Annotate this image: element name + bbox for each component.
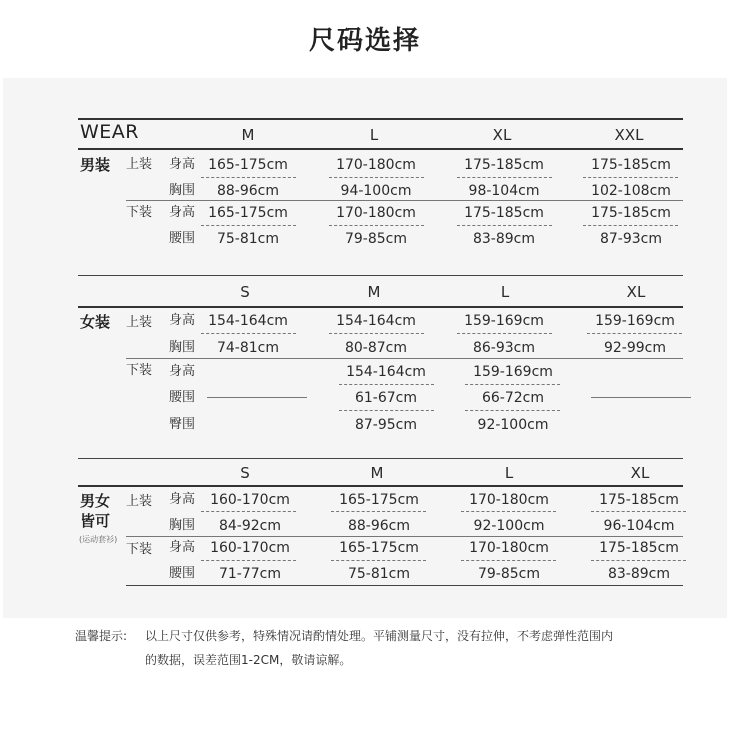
women-row-label: 腰围 [169,390,196,405]
women-row-label: 身高 [169,364,196,379]
women-cell: 154-164cm [346,364,426,380]
men-size-header: XL [492,126,512,144]
unisex-size-header: M [370,464,384,482]
unisex-row-label: 胸围 [169,518,196,533]
note-text [145,624,685,672]
women-cell: 74-81cm [216,340,279,356]
row-divider [461,511,556,512]
row-divider [339,384,434,385]
wear-header: WEAR [80,121,139,143]
unisex-category-note: (运动套衫) [79,535,118,544]
men-cell: 175-185cm [464,205,544,221]
unisex-cell: 84-92cm [218,518,281,534]
unisex-cell: 175-185cm [599,492,679,508]
men-cell: 165-175cm [208,157,288,173]
women-size-header: M [367,283,381,301]
men-cell: 102-108cm [591,183,671,199]
women-cell: 159-169cm [473,364,553,380]
row-divider [457,333,552,334]
women-cell: 154-164cm [208,313,288,329]
row-divider [461,560,556,561]
women-cell: 154-164cm [336,313,416,329]
row-divider [591,511,686,512]
women-row-label: 臀围 [169,417,196,432]
unisex-cell: 92-100cm [473,518,545,534]
women-cell: 87-95cm [354,417,417,433]
unisex-size-header: L [504,464,514,482]
women-top-label: 上装 [126,315,153,330]
men-cell: 94-100cm [340,183,412,199]
men-mid-rule [126,200,683,201]
not-applicable-line [591,397,691,398]
men-cell: 87-93cm [599,231,662,247]
men-row-label: 身高 [169,205,196,220]
men-cell: 98-104cm [468,183,540,199]
row-divider [329,177,424,178]
unisex-size-header: S [240,464,250,482]
note-label: 温馨提示: [75,629,128,643]
women-bottom-label: 下装 [126,363,153,378]
unisex-top-label: 上装 [126,494,153,509]
unisex-cell: 165-175cm [339,492,419,508]
unisex-cell: 83-89cm [607,566,670,582]
row-divider [465,384,560,385]
row-divider [339,410,434,411]
women-category: 女装 [80,313,111,331]
row-divider [465,410,560,411]
page-title: 尺码选择 [308,26,421,56]
unisex-cell: 79-85cm [477,566,540,582]
unisex-bottom-label: 下装 [126,542,153,557]
unisex-cell: 75-81cm [347,566,410,582]
men-cell: 83-89cm [472,231,535,247]
women-cell: 159-169cm [464,313,544,329]
men-size-header: L [369,126,379,144]
row-divider [201,225,296,226]
row-divider [329,333,424,334]
row-divider [587,333,682,334]
women-cell: 80-87cm [344,340,407,356]
men-cell: 75-81cm [216,231,279,247]
unisex-cell: 71-77cm [218,566,281,582]
men-cell: 170-180cm [336,205,416,221]
women-cell: 92-100cm [477,417,549,433]
unisex-row-label: 身高 [169,540,196,555]
row-divider [331,560,426,561]
note-line: 以上尺寸仅供参考，特殊情况请酌情处理。平铺测量尺寸，没有拉伸，不考虑弹性范围内 [145,629,614,643]
row-divider [201,560,296,561]
unisex-category-line1: 男女 [80,492,111,510]
unisex-bottom-rule [126,585,683,586]
men-row-label: 胸围 [169,183,196,198]
row-divider [331,511,426,512]
men-cell: 175-185cm [464,157,544,173]
row-divider [583,225,678,226]
unisex-cell: 170-180cm [469,540,549,556]
women-cell: 66-72cm [481,390,544,406]
women-size-header: S [240,283,250,301]
unisex-cell: 175-185cm [599,540,679,556]
men-cell: 175-185cm [591,205,671,221]
row-divider [201,333,296,334]
men-cell: 88-96cm [216,183,279,199]
men-top-label: 上装 [126,157,153,172]
women-row-label: 身高 [169,313,196,328]
unisex-cell: 160-170cm [210,540,290,556]
men-size-header: M [241,126,255,144]
unisex-cell: 160-170cm [210,492,290,508]
men-row-label: 腰围 [169,231,196,246]
row-divider [201,511,296,512]
row-divider [591,560,686,561]
note-line: 的数据，误差范围1-2CM，敬请谅解。 [145,653,352,667]
unisex-cell: 88-96cm [347,518,410,534]
unisex-top-rule [78,458,683,459]
men-row-label: 身高 [169,157,196,172]
unisex-size-header: XL [630,464,650,482]
women-cell: 61-67cm [354,390,417,406]
women-size-header: L [500,283,510,301]
women-mid-rule [126,358,683,359]
men-cell: 165-175cm [208,205,288,221]
row-divider [457,177,552,178]
row-divider [583,177,678,178]
women-top-rule [78,275,683,276]
women-size-header: XL [626,283,646,301]
men-size-header: XXL [614,126,644,144]
men-category: 男装 [80,156,111,174]
men-top-rule [78,118,683,120]
women-cell: 159-169cm [595,313,675,329]
men-header-rule [78,148,683,150]
unisex-row-label: 身高 [169,492,196,507]
unisex-header-rule [78,485,683,487]
unisex-cell: 170-180cm [469,492,549,508]
row-divider [201,177,296,178]
men-bottom-label: 下装 [126,205,153,220]
not-applicable-line [207,397,307,398]
row-divider [329,225,424,226]
women-cell: 92-99cm [603,340,666,356]
unisex-cell: 96-104cm [603,518,675,534]
men-cell: 175-185cm [591,157,671,173]
women-row-label: 胸围 [169,340,196,355]
row-divider [457,225,552,226]
women-header-rule [78,306,683,308]
men-cell: 170-180cm [336,157,416,173]
women-cell: 86-93cm [472,340,535,356]
size-chart-panel [3,78,727,618]
unisex-category-line2: 皆可 [80,512,111,530]
men-cell: 79-85cm [344,231,407,247]
unisex-mid-rule [126,536,683,537]
unisex-row-label: 腰围 [169,566,196,581]
unisex-cell: 165-175cm [339,540,419,556]
